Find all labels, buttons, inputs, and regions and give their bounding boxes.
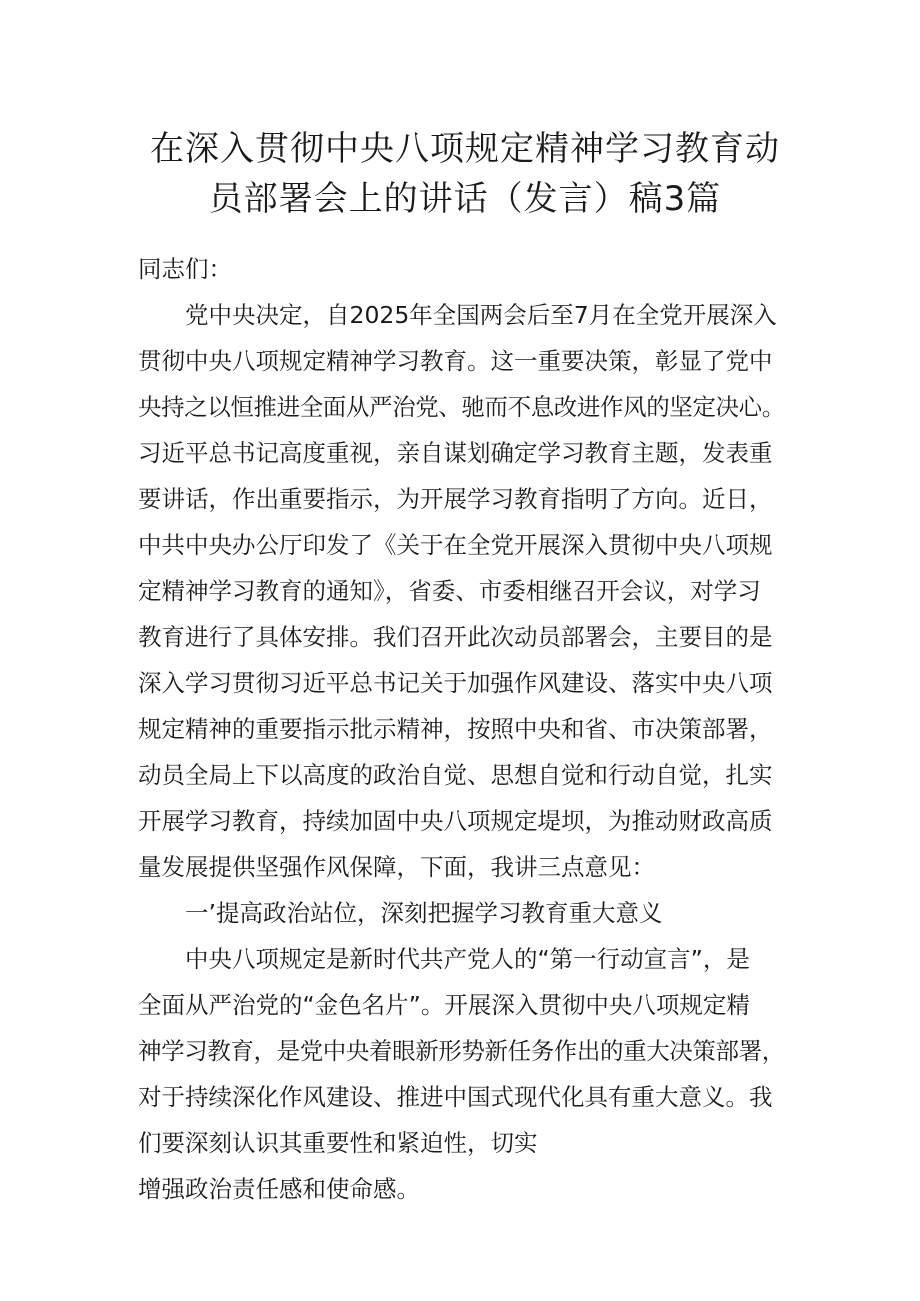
paragraph-line: 央持之以恒推进全面从严治党、驰而不息改进作风的坚定决心。 [138,393,785,421]
paragraph-line: 规定精神的重要指示批示精神，按照中央和省、市决策部署， [138,715,773,743]
paragraph-line: 增强政治责任感和使命感。 [138,1175,420,1203]
paragraph-line: 神学习教育，是党中央着眼新形势新任务作出的重大决策部署， [138,1037,785,1065]
paragraph-line: 们要深刻认识其重要性和紧迫性，切实 [138,1129,538,1157]
paragraph-line: 动员全局上下以高度的政治自觉、思想自觉和行动自觉，扎实 [138,761,773,789]
paragraph-line: 量发展提供坚强作风保障，下面，我讲三点意见： [138,853,655,881]
paragraph-line: 定精神学习教育的通知》，省委、市委相继召开会议，对学习 [138,577,761,605]
paragraph-line: 习近平总书记高度重视，亲自谋划确定学习教育主题，发表重 [138,439,773,467]
paragraph-line: 深入学习贯彻习近平总书记关于加强作风建设、落实中央八项 [138,669,773,697]
document-body [138,246,798,1212]
title-line: 员部署会上的讲话（发言）稿3篇 [208,179,722,219]
paragraph-line: 中央八项规定是新时代共产党人的“第一行动宣言”，是 [185,945,750,973]
section-heading: 一’提高政治站位，深刻把握学习教育重大意义 [185,899,663,927]
document-title [120,124,810,224]
paragraph-line: 要讲话，作出重要指示，为开展学习教育指明了方向。近日， [138,485,773,513]
paragraph-line: 中共中央办公厅印发了《关于在全党开展深入贯彻中央八项规 [138,531,773,559]
title-line: 在深入贯彻中央八项规定精神学习教育动 [150,129,780,169]
paragraph-line: 教育进行了具体安排。我们召开此次动员部署会，主要目的是 [138,623,773,651]
paragraph-line: 贯彻中央八项规定精神学习教育。这一重要决策，彰显了党中 [138,347,773,375]
paragraph-line: 党中央决定，自2025年全国两会后至7月在全党开展深入 [185,301,777,329]
paragraph-line: 开展学习教育，持续加固中央八项规定堤坝，为推动财政高质 [138,807,773,835]
paragraph-line: 全面从严治党的“金色名片”。开展深入贯彻中央八项规定精 [138,991,750,1019]
paragraph-line: 对于持续深化作风建设、推进中国式现代化具有重大意义。我 [138,1083,773,1111]
salutation: 同志们： [138,255,232,283]
